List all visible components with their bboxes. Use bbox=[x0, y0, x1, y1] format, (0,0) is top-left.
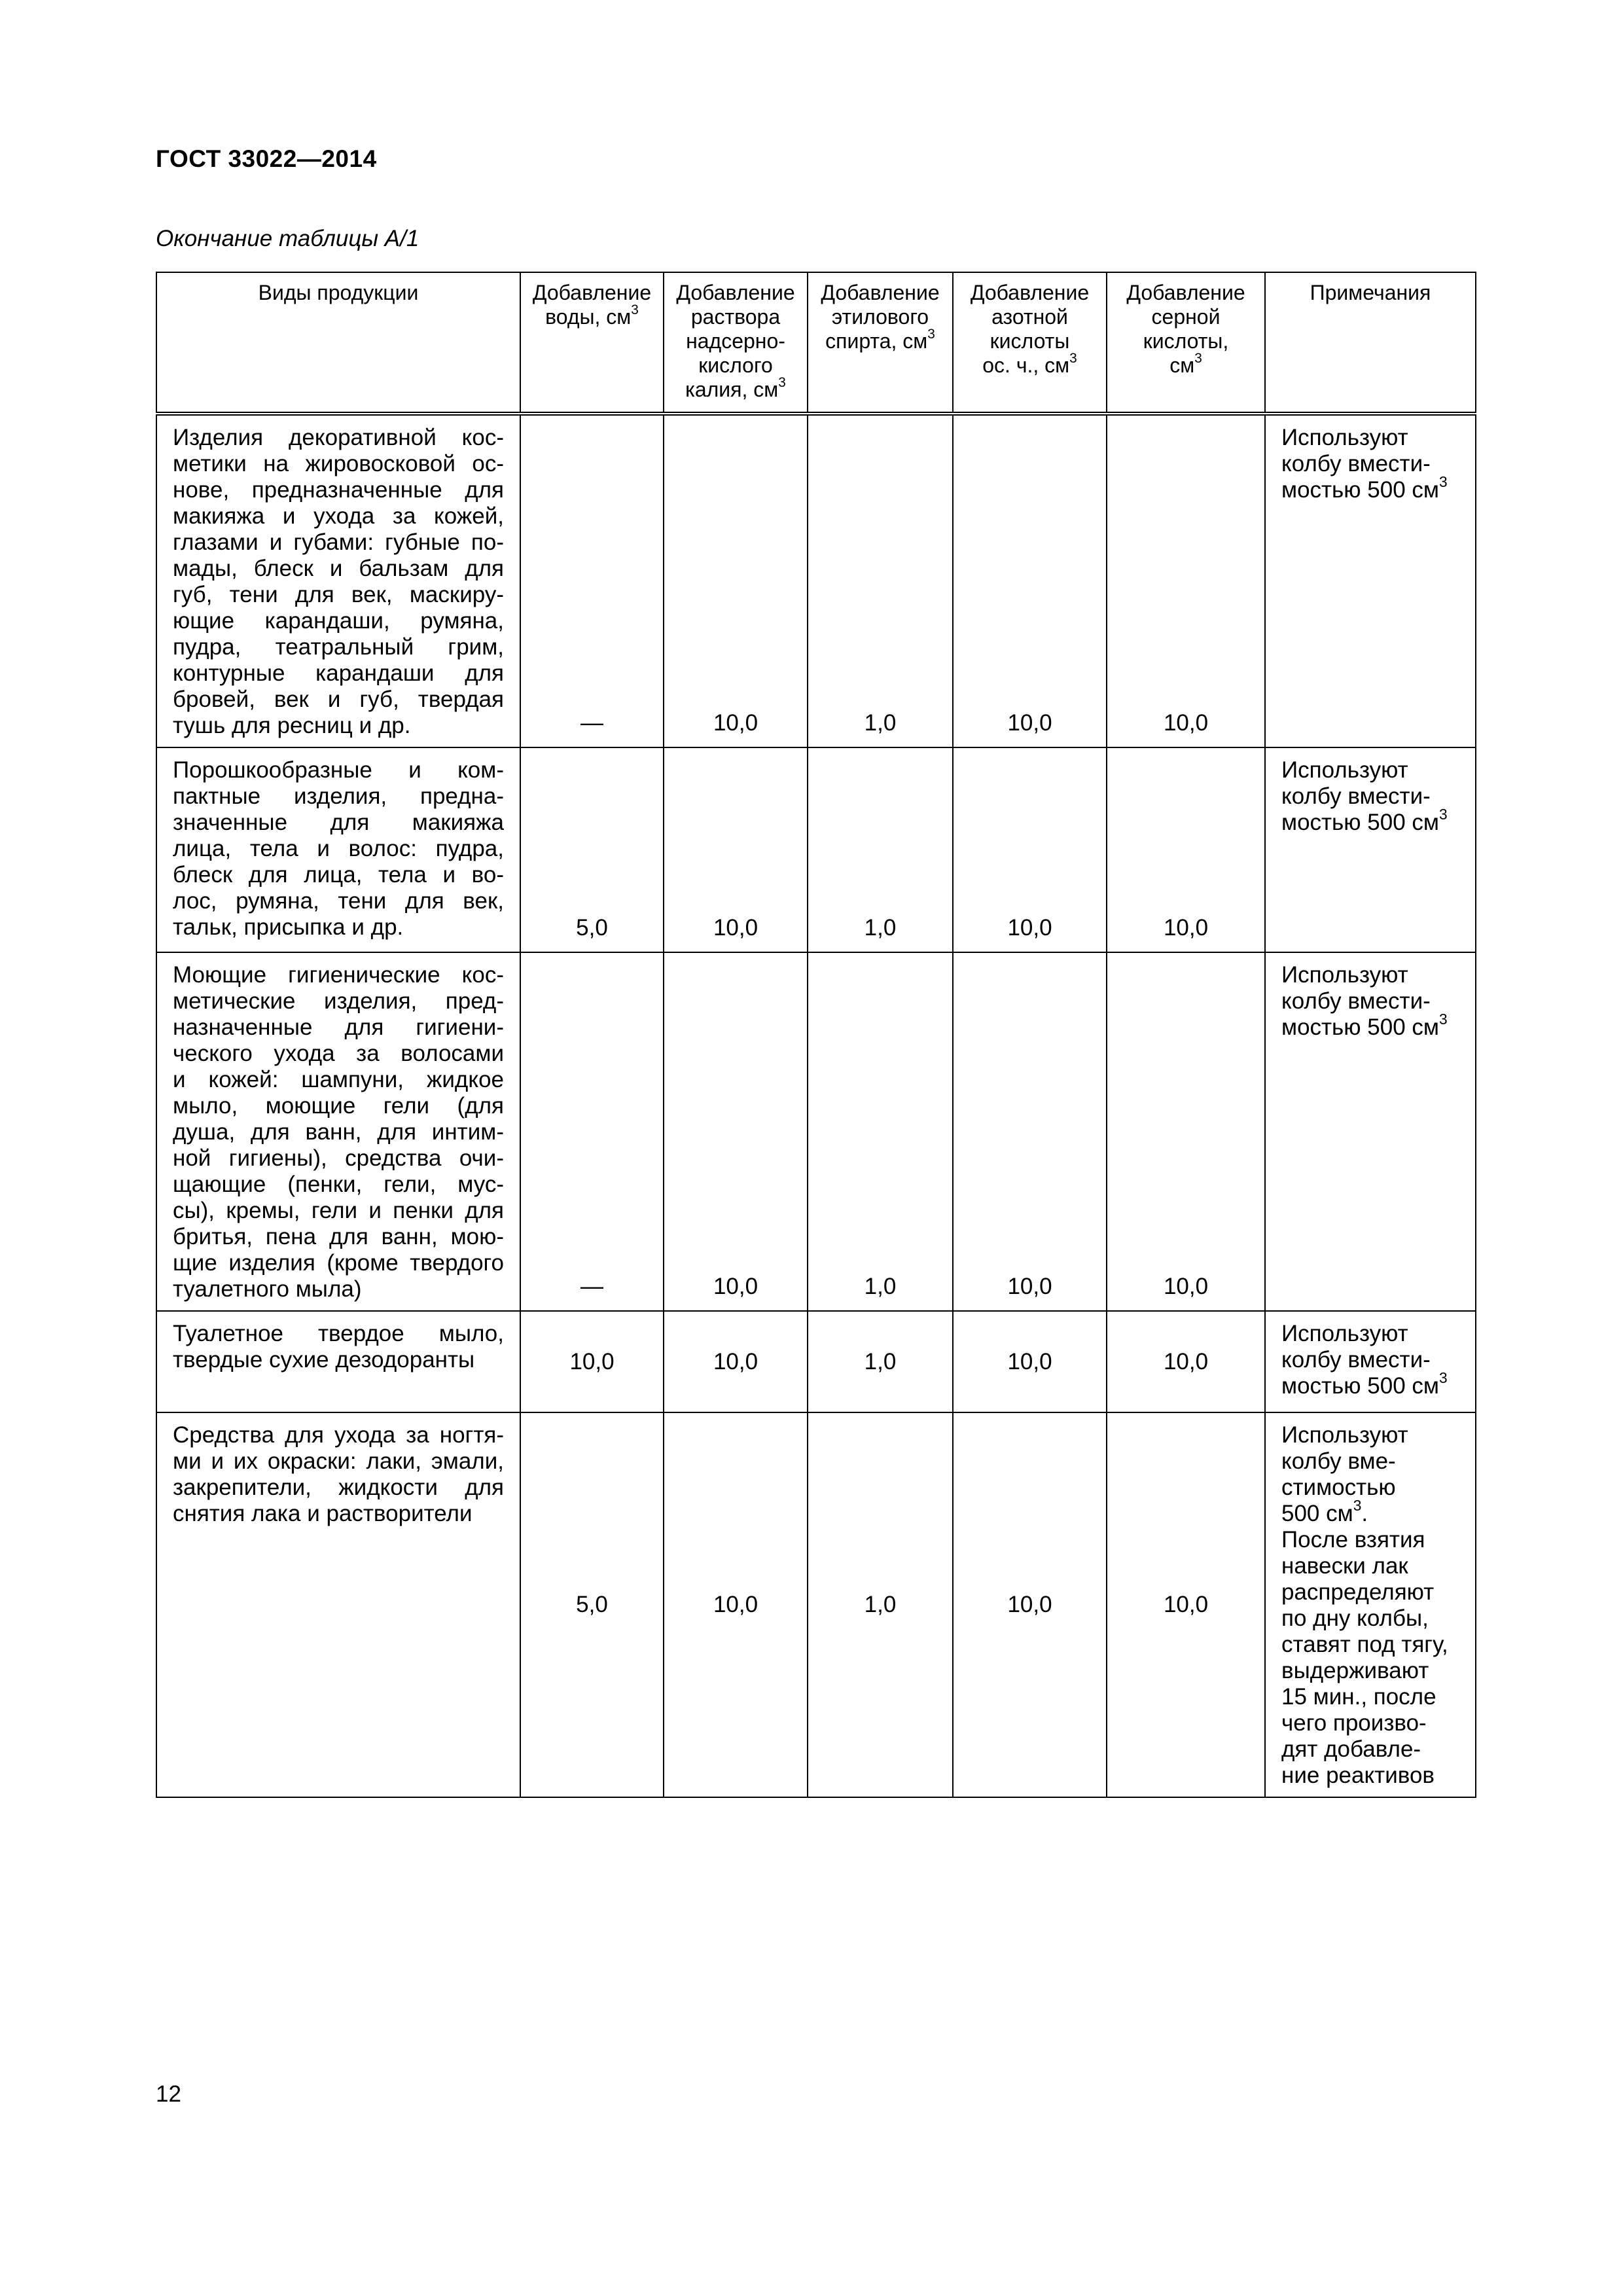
water-cell: 5,0 bbox=[520, 1412, 664, 1797]
product-cell: Порошкообразные и ком- пактные изделия, предна- значенные для макияжа лица, тела и волос: пудра, блеск для лица, тела и во- лос, румяна, тени для век, тальк, присыпка и др. bbox=[156, 747, 520, 952]
note-cell: Используют колбу вмести- мостью 500 $см^3$ bbox=[1265, 414, 1476, 747]
table-row bbox=[156, 952, 1476, 1311]
product-cell: Изделия декоративной кос- метики на жировосковой ос- нове, предназначенные для макияжа и ухода за кожей, глазами и губами: губные по- мады, блеск и бальзам для губ, тени для век, маскиру- ющие карандаши, румяна, пудра, театральный грим, контурные карандаши для бровей, век и губ, твердая тушь для ресниц и др. bbox=[156, 414, 520, 747]
ethanol-cell: 1,0 bbox=[808, 952, 953, 1311]
sulfuric-cell: 10,0 bbox=[1107, 1412, 1265, 1797]
note-cell: Используют колбу вме- стимостью 500 $см^3$. После взятия навески лак распределяют по дну колбы, ставят под тягу, выдерживают 15 мин., после чего произво- дят добавле- ние реактивов bbox=[1265, 1412, 1476, 1797]
sulfuric-cell: 10,0 bbox=[1107, 747, 1265, 952]
table-row bbox=[156, 1311, 1476, 1412]
reagents-table bbox=[156, 272, 1476, 1798]
header-ethanol: Добавление этилового спирта, $см^3$ bbox=[808, 272, 953, 414]
water-cell: 10,0 bbox=[520, 1311, 664, 1412]
product-cell: Туалетное твердое мыло, твердые сухие дезодоранты bbox=[156, 1311, 520, 1412]
document-title: ГОСТ 33022—2014 bbox=[156, 145, 377, 172]
water-cell: — bbox=[520, 952, 664, 1311]
table-row bbox=[156, 1412, 1476, 1797]
persulfate-cell: 10,0 bbox=[664, 952, 808, 1311]
product-cell: Моющие гигиенические кос- метические изделия, пред- назначенные для гигиени- ческого ухода за волосами и кожей: шампуни, жидкое мыло, моющие гели (для душа, для ванн, для интим- ной гигиены), средства очи- щающие (пенки, гели, мус- сы), кремы, гели и пенки для бритья, пена для ванн, мою- щие изделия (кроме твердого туалетного мыла) bbox=[156, 952, 520, 1311]
ethanol-cell: 1,0 bbox=[808, 1311, 953, 1412]
header-water: Добавление воды, $см^3$ bbox=[520, 272, 664, 414]
header-persulfate: Добавление раствора надсерно- кислого калия, $см^3$ bbox=[664, 272, 808, 414]
header-sulfuric: Добавление серной кислоты, $см^3$ bbox=[1107, 272, 1265, 414]
ethanol-cell: 1,0 bbox=[808, 1412, 953, 1797]
note-cell: Используют колбу вмести- мостью 500 $см^3$ bbox=[1265, 1311, 1476, 1412]
table-header bbox=[156, 272, 1476, 414]
product-cell: Средства для ухода за ногтя- ми и их окраски: лаки, эмали, закрепители, жидкости для снятия лака и растворители bbox=[156, 1412, 520, 1797]
water-cell: 5,0 bbox=[520, 747, 664, 952]
table-caption: Окончание таблицы А/1 bbox=[156, 226, 419, 251]
header-product: Виды продукции bbox=[156, 272, 520, 414]
ethanol-cell: 1,0 bbox=[808, 747, 953, 952]
persulfate-cell: 10,0 bbox=[664, 1311, 808, 1412]
persulfate-cell: 10,0 bbox=[664, 414, 808, 747]
note-cell: Используют колбу вмести- мостью 500 $см^3$ bbox=[1265, 952, 1476, 1311]
page-number: 12 bbox=[156, 2081, 181, 2107]
sulfuric-cell: 10,0 bbox=[1107, 414, 1265, 747]
header-row bbox=[156, 272, 1476, 414]
table-row bbox=[156, 747, 1476, 952]
nitric-cell: 10,0 bbox=[953, 1311, 1107, 1412]
header-nitric: Добавление азотной кислоты ос. ч., $см^3$ bbox=[953, 272, 1107, 414]
nitric-cell: 10,0 bbox=[953, 747, 1107, 952]
nitric-cell: 10,0 bbox=[953, 952, 1107, 1311]
sulfuric-cell: 10,0 bbox=[1107, 1311, 1265, 1412]
nitric-cell: 10,0 bbox=[953, 1412, 1107, 1797]
sulfuric-cell: 10,0 bbox=[1107, 952, 1265, 1311]
note-cell: Используют колбу вмести- мостью 500 $см^3$ bbox=[1265, 747, 1476, 952]
persulfate-cell: 10,0 bbox=[664, 747, 808, 952]
table-row bbox=[156, 414, 1476, 747]
header-notes: Примечания bbox=[1265, 272, 1476, 414]
table-body bbox=[156, 414, 1476, 1797]
ethanol-cell: 1,0 bbox=[808, 414, 953, 747]
persulfate-cell: 10,0 bbox=[664, 1412, 808, 1797]
water-cell: — bbox=[520, 414, 664, 747]
nitric-cell: 10,0 bbox=[953, 414, 1107, 747]
